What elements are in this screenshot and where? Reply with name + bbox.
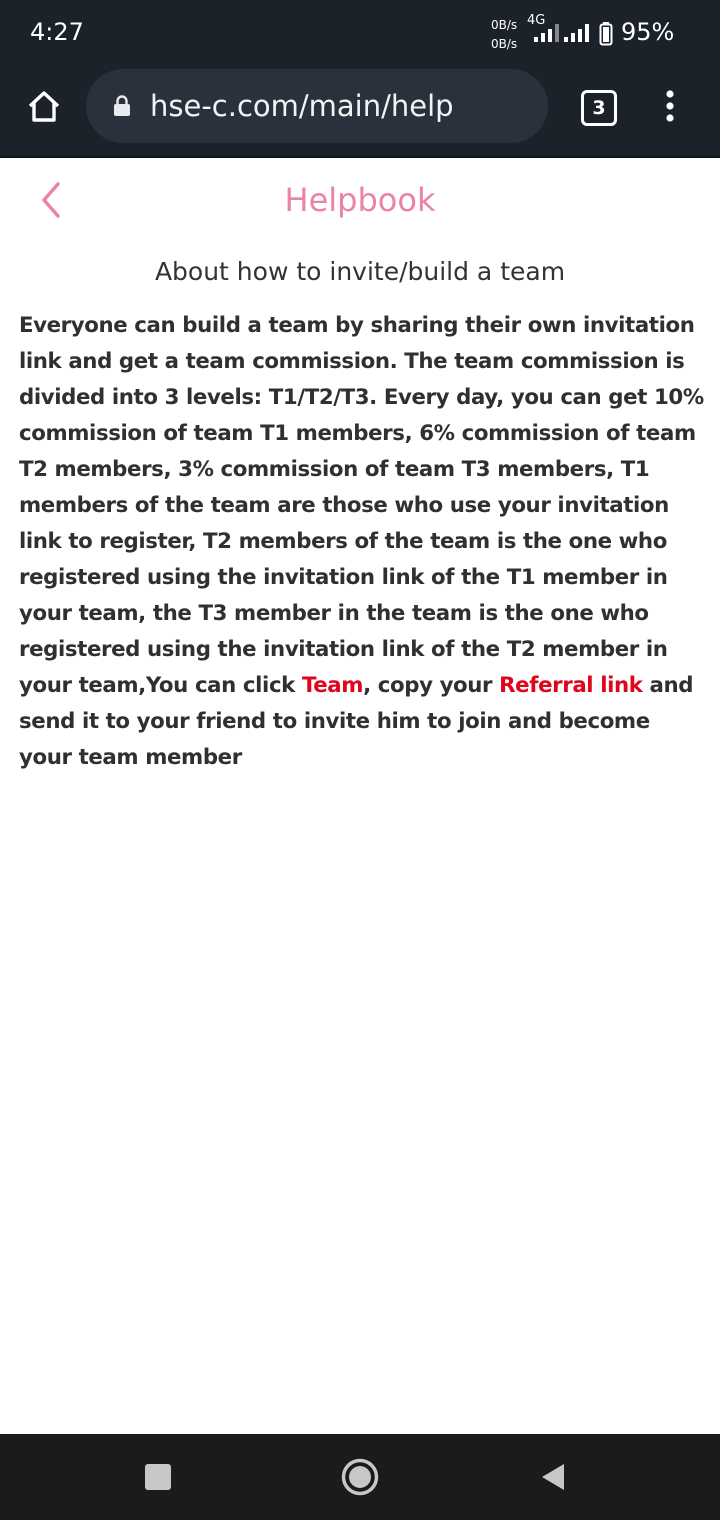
- toolbar-divider: [0, 156, 720, 158]
- home-icon[interactable]: [26, 89, 62, 125]
- team-link[interactable]: Team: [301, 673, 364, 698]
- address-bar[interactable]: [86, 69, 548, 143]
- help-article-body: [19, 308, 707, 776]
- status-bar: [0, 0, 720, 68]
- body-text-part2: , copy your: [363, 673, 500, 698]
- section-heading: About how to invite/build a team: [154, 257, 566, 286]
- signal-icon: [534, 22, 590, 44]
- tab-switcher-button[interactable]: 3: [581, 90, 617, 126]
- network-type: 4G: [527, 13, 546, 28]
- battery-level: 95%: [621, 18, 675, 46]
- status-time: 4:27: [30, 18, 84, 46]
- circle-icon[interactable]: [341, 1458, 379, 1496]
- lock-icon: [113, 95, 131, 117]
- system-navigation-bar: [0, 1434, 720, 1520]
- triangle-back-icon[interactable]: [540, 1462, 566, 1492]
- battery-icon: [599, 22, 613, 46]
- net-speed-down: 0B/s: [491, 37, 518, 51]
- more-vert-icon[interactable]: [660, 88, 680, 124]
- browser-toolbar: [0, 68, 720, 156]
- url-text[interactable]: hse-c.com/main/help: [150, 89, 454, 123]
- body-text-part1: Everyone can build a team by sharing their own invitation link and get a team commission. The team commission is divided into 3 levels: T1/T2/T3. Every day, you can get 10% commission of team T1 members, 6% commission of team T2 members, 3% commission of team T3 members, T1 members of the team are those who use your invitation link to register, T2 members of the team is the one who registered using the invitation link of the T1 member in your team, the T3 member in the team is the one who registered using the invitation link of the T2 member in your team,You can click: [19, 313, 704, 698]
- body-text-part3: and send it to your friend to invite him to join and become your team member: [19, 673, 694, 770]
- net-speed-up: 0B/s: [491, 18, 518, 32]
- square-icon[interactable]: [145, 1464, 171, 1490]
- referral-link[interactable]: Referral link: [499, 673, 643, 698]
- network-speed: [491, 16, 517, 54]
- page-title: Helpbook: [284, 181, 436, 219]
